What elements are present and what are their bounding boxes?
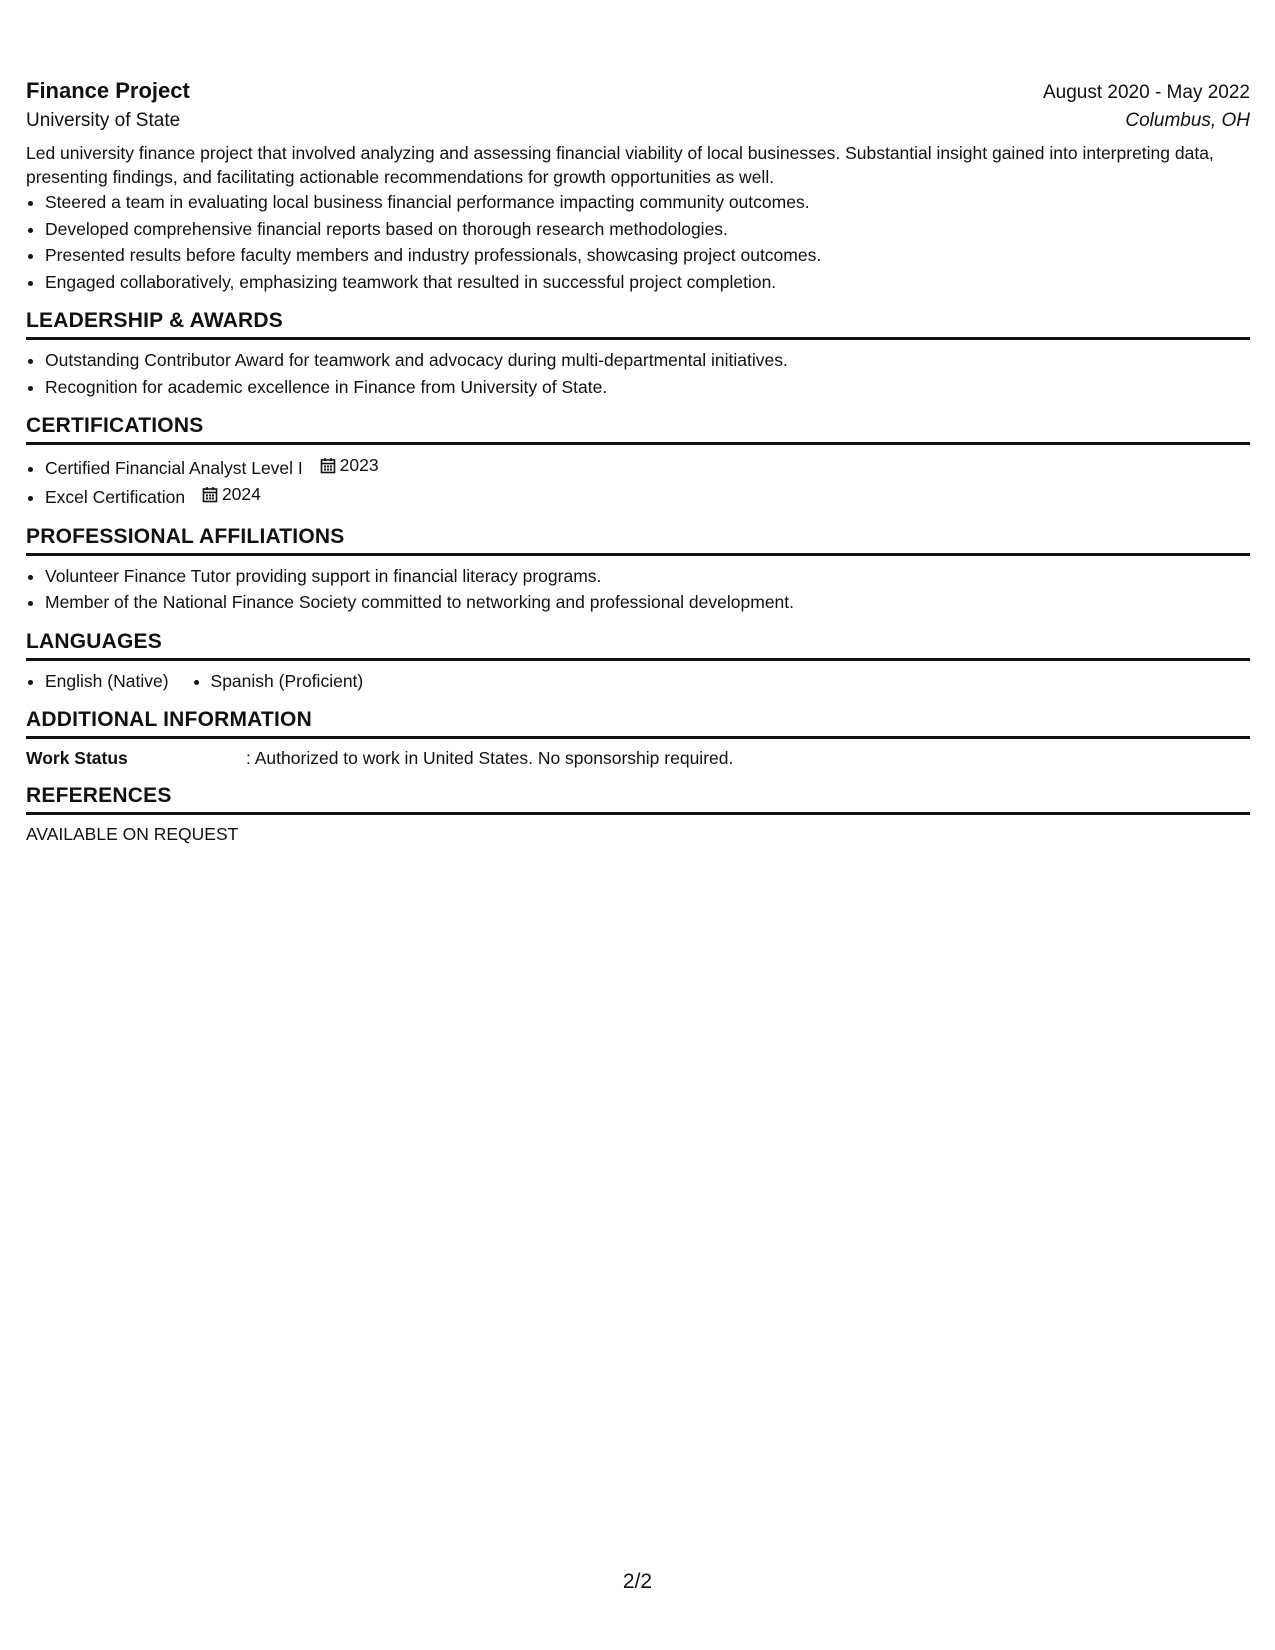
- certifications-section: [26, 414, 1250, 511]
- additional-info-section: [26, 708, 1250, 770]
- section-title: PROFESSIONAL AFFILIATIONS: [26, 525, 1250, 556]
- section-title: REFERENCES: [26, 784, 1250, 815]
- affiliations-section: [26, 525, 1250, 616]
- project-description: Led university finance project that involved analyzing and assessing financial viability of local businesses. Substantial insight gained into interpreting data, presenting findings, and facilitating actionable recommendations for growth opportunities as well.: [26, 143, 1214, 187]
- page-number: 2/2: [622, 1570, 653, 1593]
- section-title: LEADERSHIP & AWARDS: [26, 309, 1250, 340]
- certification-name: Excel Certification: [45, 487, 186, 507]
- project-entry: [26, 78, 1250, 295]
- list-item: • Steered a team in evaluating local business financial performance impacting community outcomes.: [45, 189, 1250, 216]
- list-item: • Outstanding Contributor Award for teamwork and advocacy during multi-departmental initiatives.: [45, 347, 1250, 374]
- section-title: LANGUAGES: [26, 630, 1250, 661]
- language-item: English (Native): [45, 670, 169, 691]
- certification-year: 2024: [221, 484, 261, 505]
- calendar-icon: [320, 457, 336, 474]
- section-title: ADDITIONAL INFORMATION: [26, 708, 1250, 739]
- work-status-label: Work Status: [26, 747, 128, 768]
- work-status-value: : Authorized to work in United States. No sponsorship required.: [246, 747, 734, 768]
- certification-year: 2023: [339, 455, 379, 475]
- leadership-section: [26, 309, 1250, 400]
- certification-item: [45, 481, 1250, 510]
- list-item: • Member of the National Finance Society committed to networking and professional development.: [45, 589, 1250, 616]
- list-item: • Recognition for academic excellence in Finance from University of State.: [45, 374, 1250, 401]
- project-bullets: [26, 189, 1250, 295]
- list-item: • Developed comprehensive financial reports based on thorough research methodologies.: [45, 216, 1250, 243]
- languages-section: [26, 630, 1250, 694]
- references-section: [26, 784, 1250, 846]
- resume-content: [26, 78, 1250, 846]
- calendar-icon: [202, 486, 218, 503]
- certification-item: [45, 452, 1250, 481]
- list-item: • Engaged collaboratively, emphasizing teamwork that resulted in successful project completion.: [45, 269, 1250, 296]
- list-item: • Presented results before faculty members and industry professionals, showcasing project outcomes.: [45, 242, 1250, 269]
- language-item: Spanish (Proficient): [210, 670, 364, 691]
- project-location: Columbus, OH: [1125, 110, 1250, 131]
- project-organization: University of State: [26, 110, 181, 131]
- project-title: Finance Project: [26, 78, 190, 103]
- list-item: • Volunteer Finance Tutor providing support in financial literacy programs.: [45, 563, 1250, 590]
- section-title: CERTIFICATIONS: [26, 414, 1250, 445]
- project-dates: August 2020 - May 2022: [1042, 82, 1250, 103]
- certification-name: Certified Financial Analyst Level I: [45, 457, 303, 478]
- references-text: AVAILABLE ON REQUEST: [26, 823, 239, 844]
